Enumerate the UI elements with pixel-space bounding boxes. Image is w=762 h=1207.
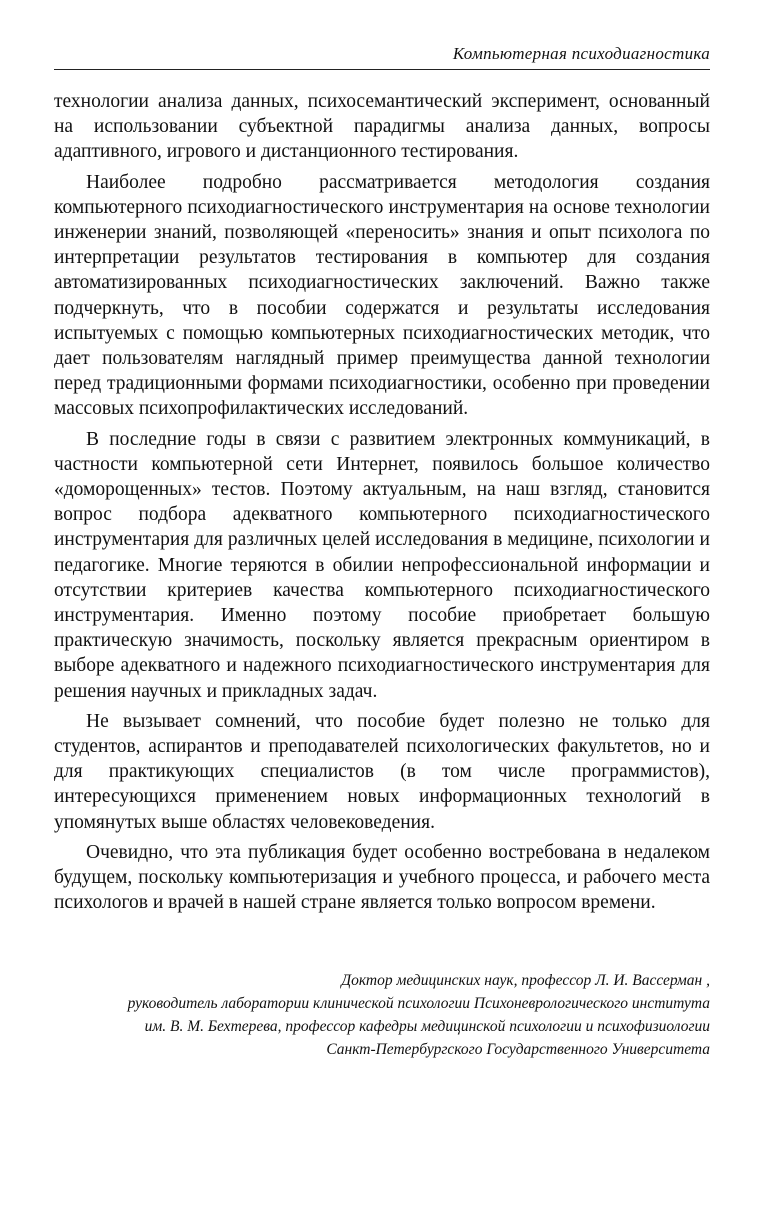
header-rule — [54, 69, 710, 70]
paragraph-2: Наиболее подробно рассматривается методология создания компьютерного психодиагностического инструментария на основе технологии инженерии знаний, позволяющей «переносить» знания и опыт психолога по интерпретации результатов тестирования в компьютер для создания автоматизированных психодиагностических заключений. Важно также подчеркнуть, что в пособии содержатся и результаты исследования испытуемых с помощью компьютерных психодиагностических методик, что дает пользователям наглядный пример преимущества данной технологии перед традиционными формами психодиагностики, особенно при проведении массовых психопрофилактических исследований. — [54, 171, 710, 420]
author-signature — [54, 969, 710, 1061]
signature-line-3: им. В. М. Бехтерева, профессор кафедры медицинской психологии и психофизиологии — [144, 1018, 710, 1035]
paragraph-5: Очевидно, что эта публикация будет особенно востребована в недалеком будущем, поскольку компьютеризация и учебного процесса, и рабочего места психологов и врачей в нашей стране является только вопросом времени. — [54, 841, 710, 914]
signature-line-1: Доктор медицинских наук, профессор Л. И. Вассерман , — [341, 972, 710, 989]
running-head: Компьютерная психодиагностика — [452, 44, 710, 63]
paragraph-3: В последние годы в связи с развитием электронных коммуникаций, в частности компьютерной сети Интернет, появилось большое количество «доморощенных» тестов. Поэтому актуальным, на наш взгляд, становится вопрос подбора адекватного компьютерного психодиагностического инструментария для различных целей исследования в медицине, психологии и педагогике. Многие теряются в обилии непрофессиональной информации и отсутствии критериев качества компьютерного психодиагностического инструментария. Именно поэтому пособие приобретает большую практическую значимость, поскольку является прекрасным ориентиром в выборе адекватного и надежного психодиагностического инструментария для решения научных и прикладных задач. — [54, 428, 710, 702]
signature-line-2: руководитель лаборатории клинической психологии Психоневрологического института — [127, 995, 710, 1012]
paragraph-1: технологии анализа данных, психосемантический эксперимент, основанный на использовании субъектной парадигмы анализа данных, вопросы адаптивного, игрового и дистанционного тестирования. — [54, 91, 710, 163]
signature-line-4: Санкт-Петербургского Государственного Университета — [326, 1041, 710, 1058]
paragraph-4: Не вызывает сомнений, что пособие будет полезно не только для студентов, аспирантов и преподавателей психологических факультетов, но и для практикующих специалистов (в том числе программистов), интересующихся применением новых информационных технологий в упомянутых выше областях человековедения. — [54, 710, 710, 833]
body-text — [54, 89, 710, 921]
